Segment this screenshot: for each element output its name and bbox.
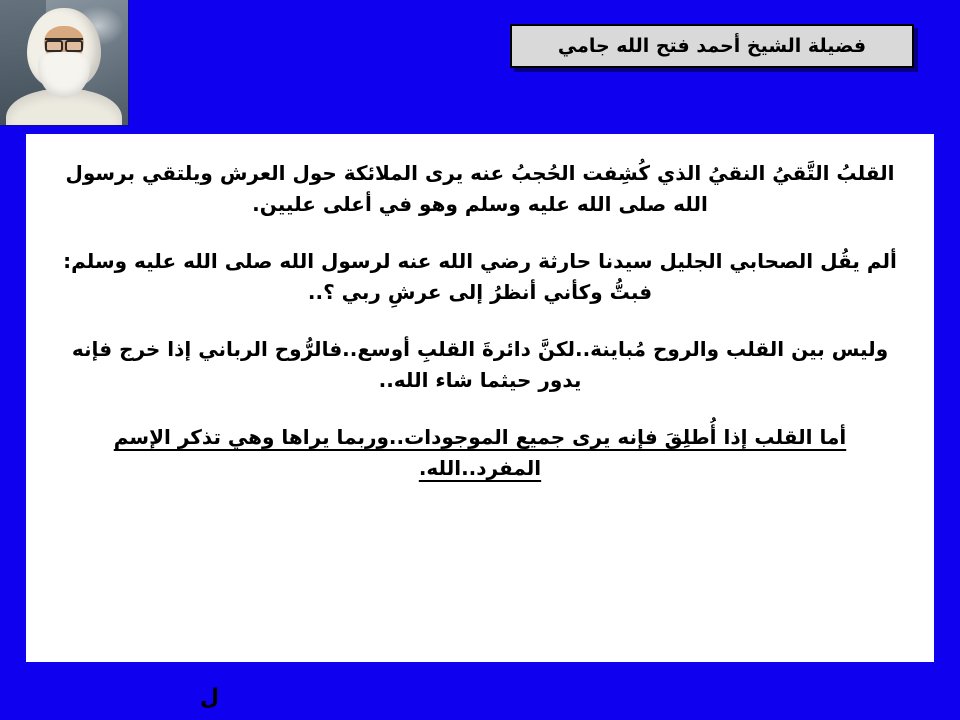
- bottom-mark-text: ل: [200, 685, 220, 710]
- content-card: [26, 134, 934, 662]
- body-paragraph-3: وليس بين القلب والروح مُباينة..لكنَّ دائرةَ القلبِ أوسع..فالرُّوح الرباني إذا خرج فإنه يدور حيثما شاء الله..: [71, 337, 889, 392]
- portrait-glasses: [45, 38, 83, 49]
- page-title: فضيلة الشيخ أحمد فتح الله جامي: [557, 35, 867, 57]
- title-plate: [510, 24, 914, 68]
- body-paragraph-2: ألم يقُل الصحابي الجليل سيدنا حارثة رضي الله عنه لرسول الله صلى الله عليه وسلم: فبتُّ وكأني أنظرُ إلى عرشِ ربي ؟..: [63, 249, 897, 304]
- body-paragraph-1: القلبُ التَّقيُ النقيُ الذي كُشِفت الحُجبُ عنه يرى الملائكة حول العرش ويلتقي برسول الله صلى الله عليه وسلم وهو في أعلى عليين.: [65, 161, 895, 216]
- body-paragraph-4: أما القلب إذا أُطلِقَ فإنه يرى جميع الموجودات..وربما يراها وهي تذكر الإسم المفرد..الله.: [113, 425, 847, 480]
- speaker-portrait-image: [0, 0, 129, 126]
